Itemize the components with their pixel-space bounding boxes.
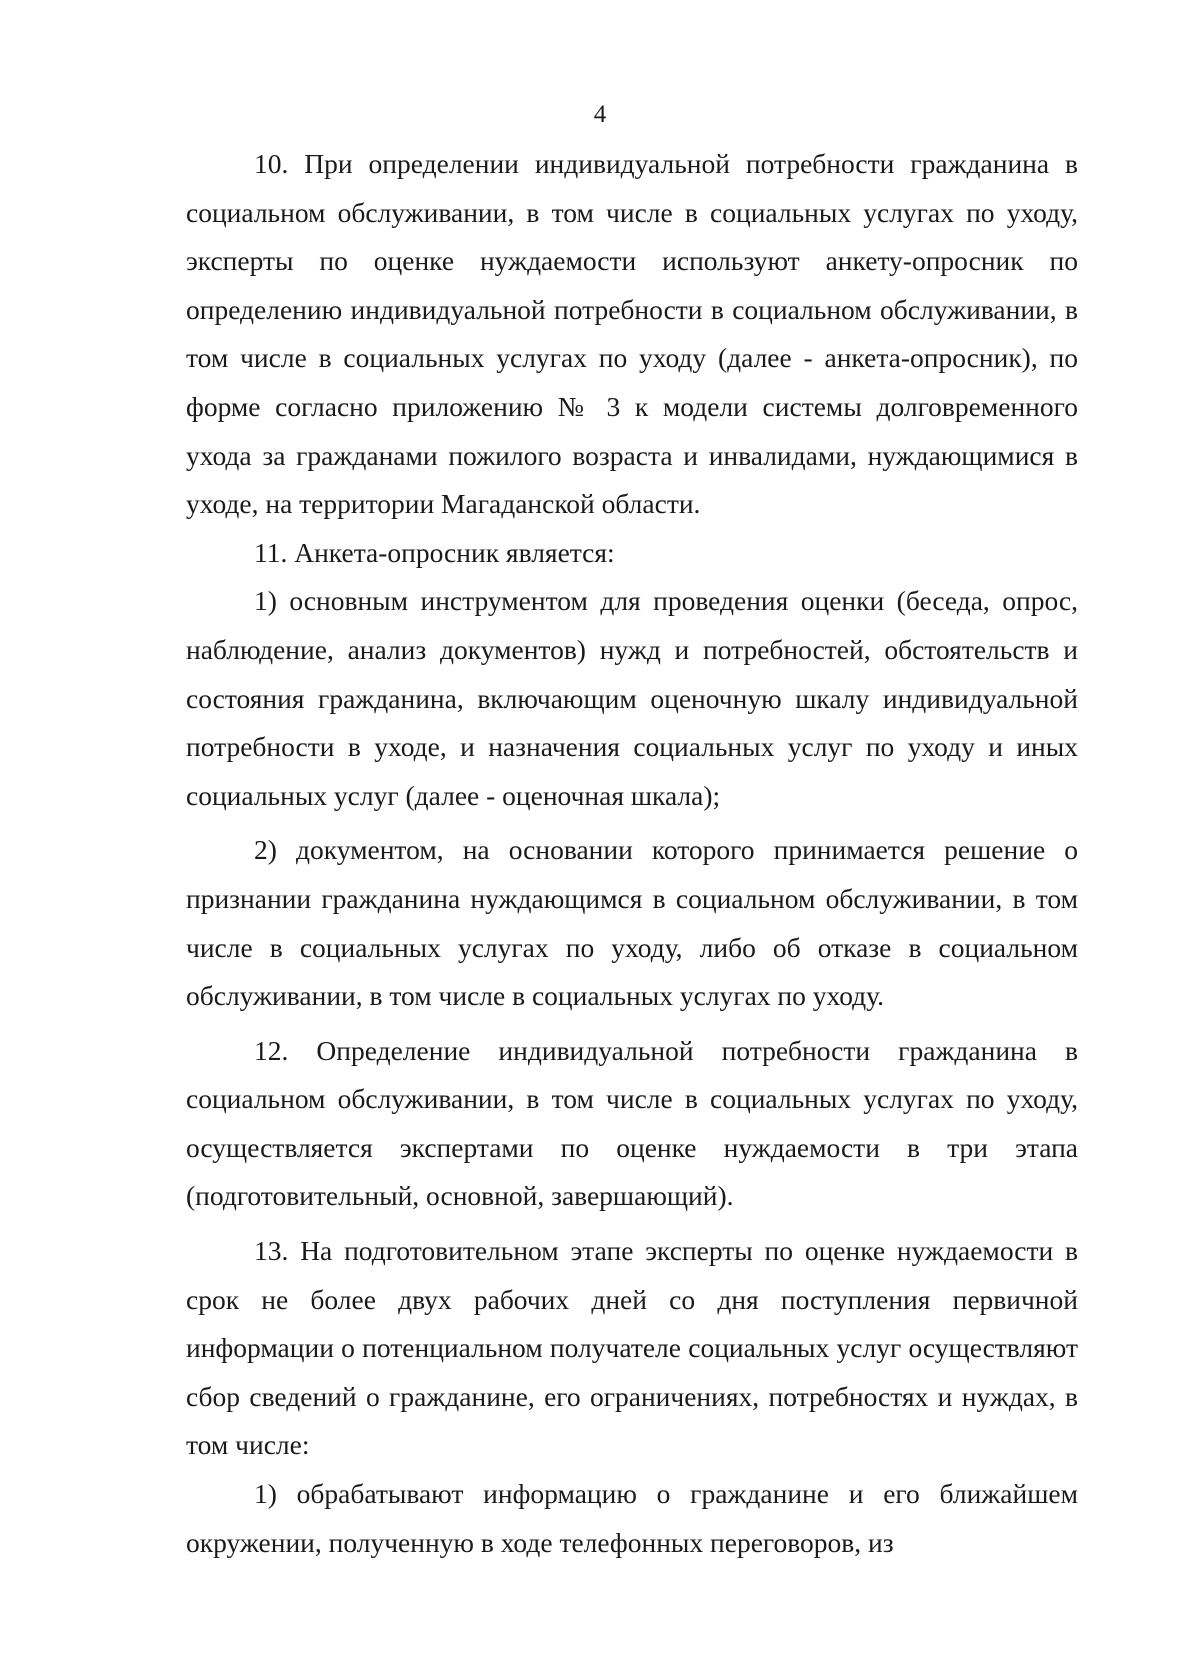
- page-number: 4: [593, 101, 607, 128]
- paragraph-11-item-2: 2) документом, на основании которого принимается решение о признании гражданина нуждающимся в социальном обслуживании, в том числе в социальных услугах по уходу, либо об отказе в социальном обслуживании, в том числе в социальных услугах по уходу.: [186, 834, 1078, 1012]
- paragraph-13-item-1: 1) обрабатывают информацию о гражданине и его ближайшем окружении, полученную в ходе телефонных переговоров, из: [186, 1478, 1078, 1558]
- document-body: [186, 140, 1078, 1567]
- paragraph-13: 13. На подготовительном этапе эксперты по оценке нуждаемости в срок не более двух рабочих дней со дня поступления первичной информации о потенциальном получателе социальных услуг осуществляют сбор сведений о гражданине, его ограничениях, потребностях и нуждах, в том числе:: [186, 1235, 1078, 1461]
- paragraph-12: 12. Определение индивидуальной потребности гражданина в социальном обслуживании, в том числе в социальных услугах по уходу, осуществляется экспертами по оценке нуждаемости в три этапа (подготовительный, основной, завершающий).: [186, 1034, 1078, 1212]
- paragraph-10: 10. При определении индивидуальной потребности гражданина в социальном обслуживании, в том числе в социальных услугах по уходу, эксперты по оценке нуждаемости используют анкету-опросник по определению индивидуальной потребности в социальном обслуживании, в том числе в социальных услугах по уходу (далее - анкета-опросник), по форме согласно приложению № 3 к модели системы долговременного ухода за гражданами пожилого возраста и инвалидами, нуждающимися в уходе, на территории Магаданской области.: [186, 148, 1078, 520]
- paragraph-11-item-1: 1) основным инструментом для проведения оценки (беседа, опрос, наблюдение, анализ документов) нужд и потребностей, обстоятельств и состояния гражданина, включающим оценочную шкалу индивидуальной потребности в уходе, и назначения социальных услуг по уходу и иных социальных услуг (далее - оценочная шкала);: [186, 585, 1078, 811]
- paragraph-11: 11. Анкета-опросник является:: [254, 536, 615, 568]
